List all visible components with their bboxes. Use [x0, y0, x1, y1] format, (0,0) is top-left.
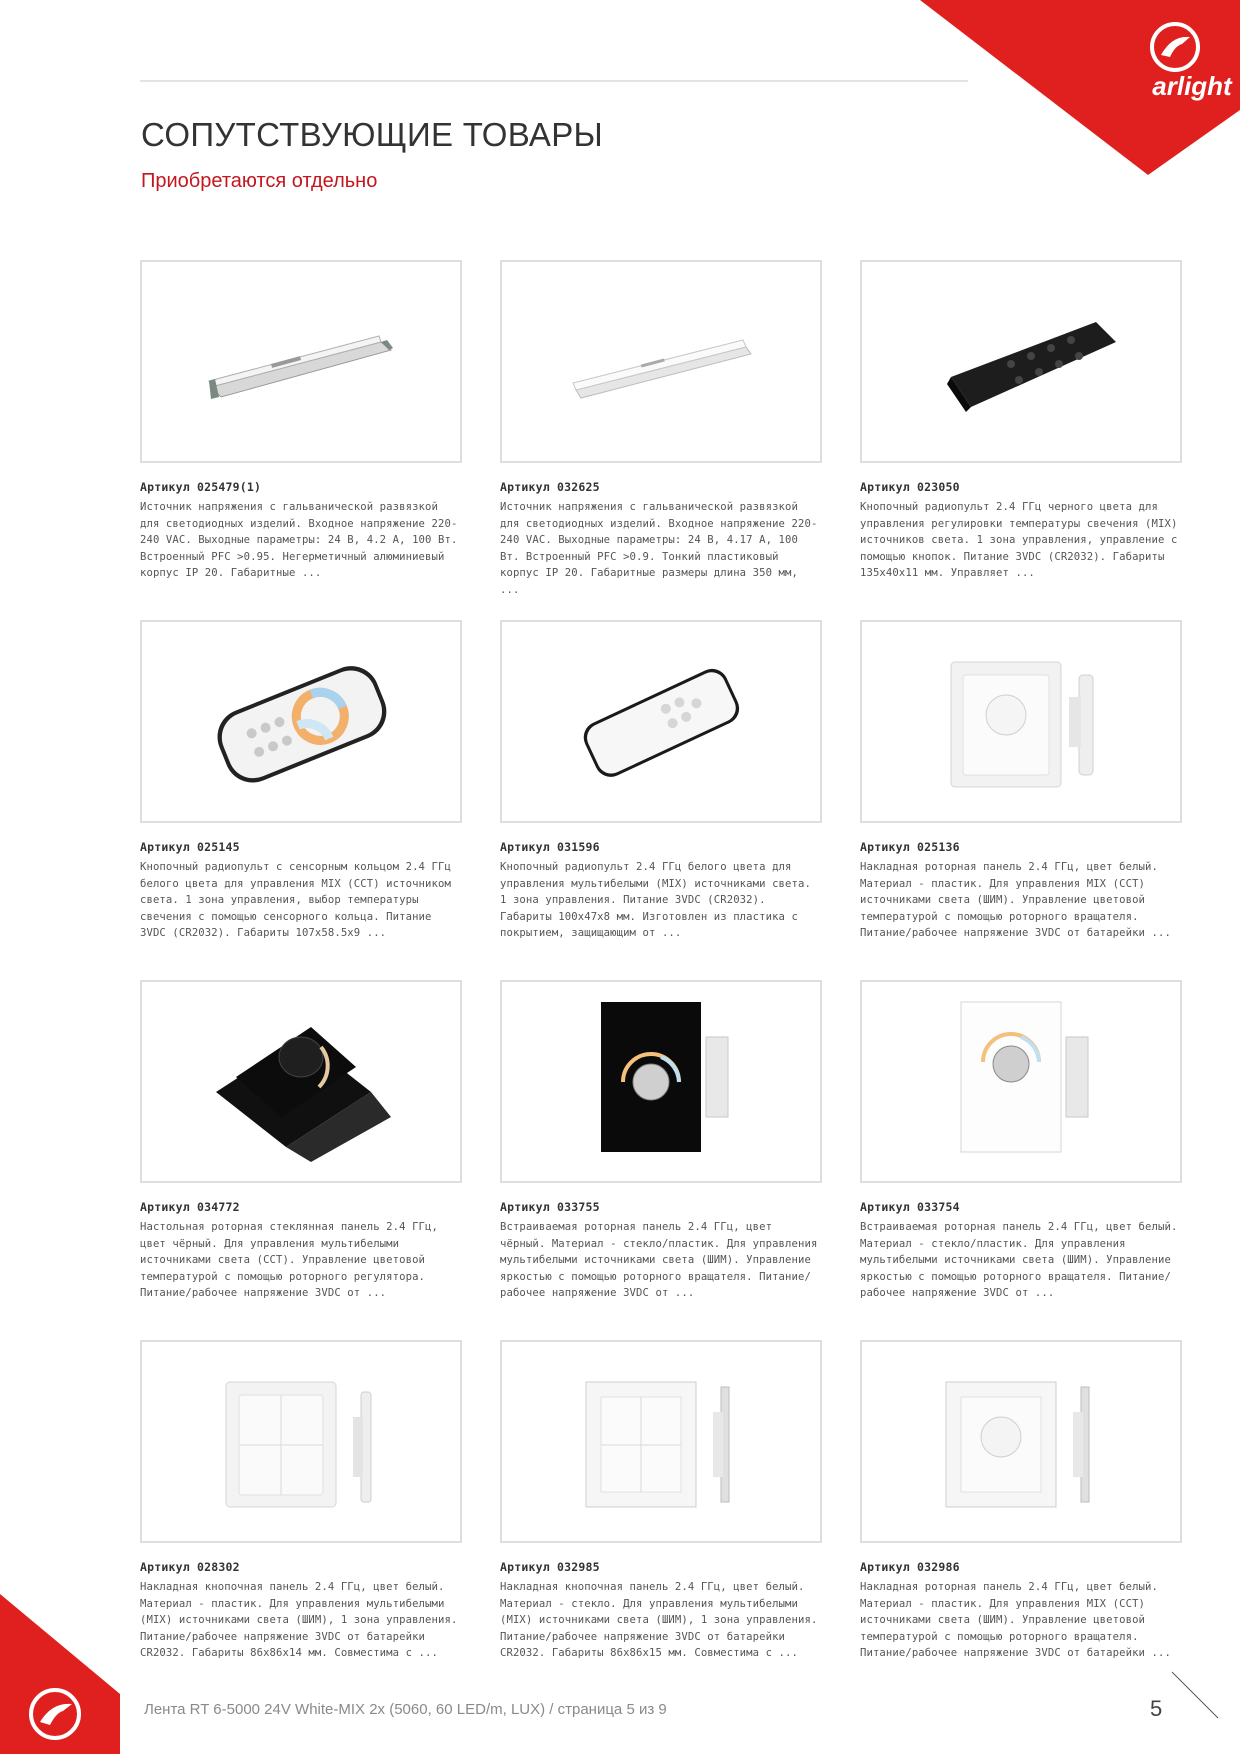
product-description: Кнопочный радиопульт с сенсорным кольцом 2.4 ГГц белого цвета для управления MIX (CCT) источником света. 1 зона управления, выбор температуры свечения с помощью сенсорного кольца. Питание 3VDC (CR2032). Габариты 107x58.5x9 ...	[140, 861, 451, 940]
touch-ring-remote-icon	[201, 652, 401, 792]
product-image[interactable]	[860, 260, 1182, 463]
brand-corner-footer	[0, 1594, 120, 1754]
product-description: Встраиваемая роторная панель 2.4 ГГц, цвет белый. Материал - стекло/пластик. Для управления мультибелыми источниками света (ШИМ). Управление яркостью с помощью роторного вращателя. Питание/рабочее напряжение 3VDC от ...	[860, 1221, 1178, 1300]
button-panel-plastic-icon	[201, 1362, 401, 1522]
white-remote-icon	[561, 652, 761, 792]
product-card[interactable]	[140, 620, 462, 942]
product-sku[interactable]: Артикул 023050	[860, 480, 960, 494]
glass-rotary-black-icon	[561, 992, 761, 1172]
brand-corner-banner	[920, 0, 1240, 175]
product-card[interactable]	[500, 980, 822, 1302]
product-sku[interactable]: Артикул 025479(1)	[140, 480, 262, 494]
page-title: СОПУТСТВУЮЩИЕ ТОВАРЫ	[141, 116, 604, 153]
product-sku[interactable]: Артикул 028302	[140, 1560, 240, 1574]
glass-rotary-white-icon	[921, 992, 1121, 1172]
product-image[interactable]	[140, 620, 462, 823]
power-supply-plastic-icon	[551, 302, 771, 422]
product-sku[interactable]: Артикул 025136	[860, 840, 960, 854]
product-card[interactable]	[140, 260, 462, 582]
product-description: Кнопочный радиопульт 2.4 ГГц черного цвета для управления регулировки температуры свечения (MIX) источников света. 1 зона управления, управление с помощью кнопок. Питание 3VDC (CR2032). Габариты 135x40x11 мм. Управляет ...	[860, 501, 1178, 580]
page-subtitle: Приобретаются отдельно	[141, 170, 378, 192]
product-description: Источник напряжения с гальванической развязкой для светодиодных изделий. Входное напряжение 220-240 VAC. Выходные параметры: 24 В, 4.2 А, 100 Вт. Встроенный PFC >0.95. Негерметичный алюминиевый корпус IP 20. Габаритные ...	[140, 501, 458, 580]
product-card[interactable]	[140, 1340, 462, 1662]
product-description: Источник напряжения с гальванической развязкой для светодиодных изделий. Входное напряжение 220-240 VAC. Выходные параметры: 24 В, 4.17 А, 100 Вт. Встроенный PFC >0.9. Тонкий пластиковый корпус IP 20. Габаритные размеры длина 350 мм, ...	[500, 501, 818, 596]
product-description: Накладная роторная панель 2.4 ГГц, цвет белый. Материал - пластик. Для управления MIX (CCT) источниками света (ШИМ). Управление цветовой температурой с помощью роторного вращателя. Питание/рабочее напряжение 3VDC от батарейки ...	[860, 861, 1171, 940]
product-sku[interactable]: Артикул 025145	[140, 840, 240, 854]
black-remote-icon	[911, 292, 1131, 432]
top-divider	[140, 80, 968, 82]
product-sku[interactable]: Артикул 034772	[140, 1200, 240, 1214]
brand-text: arlight	[1152, 71, 1232, 101]
product-description: Накладная кнопочная панель 2.4 ГГц, цвет белый. Материал - пластик. Для управления мультибелыми (MIX) источниками света (ШИМ), 1 зона управления. Питание/рабочее напряжение 3VDC от батарейки CR2032. Габариты 86x86x14 мм. Совместима с ...	[140, 1581, 458, 1660]
product-sku[interactable]: Артикул 033755	[500, 1200, 600, 1214]
page-corner-slash	[1170, 1670, 1220, 1720]
product-description: Кнопочный радиопульт 2.4 ГГц белого цвета для управления мультибелыми (MIX) источниками света. 1 зона управления. Питание 3VDC (CR2032). Габариты 100x47x8 мм. Изготовлен из пластика с покрытием, защищающим от ...	[500, 861, 811, 940]
button-panel-glass-icon	[561, 1362, 761, 1522]
rotary-panel-glass-icon	[921, 1362, 1121, 1522]
product-sku[interactable]: Артикул 032625	[500, 480, 600, 494]
product-sku[interactable]: Артикул 032985	[500, 1560, 600, 1574]
product-image[interactable]	[500, 980, 822, 1183]
product-image[interactable]	[500, 620, 822, 823]
product-sku[interactable]: Артикул 031596	[500, 840, 600, 854]
product-description: Настольная роторная стеклянная панель 2.4 ГГц, цвет чёрный. Для управления мультибелыми источниками света (CCT). Управление цветовой температурой с помощью роторного регулятора. Питание/рабочее напряжение 3VDC от ...	[140, 1221, 438, 1300]
product-description: Накладная кнопочная панель 2.4 ГГц, цвет белый. Материал - стекло. Для управления мультибелыми (MIX) источниками света (ШИМ), 1 зона управления. Питание/рабочее напряжение 3VDC от батарейки CR2032. Габариты 86x86x15 мм. Совместима с ...	[500, 1581, 818, 1660]
product-sku[interactable]: Артикул 032986	[860, 1560, 960, 1574]
rotary-panel-white-icon	[921, 647, 1121, 797]
product-image[interactable]	[140, 1340, 462, 1543]
product-image[interactable]	[500, 260, 822, 463]
product-image[interactable]	[860, 1340, 1182, 1543]
product-image[interactable]	[500, 1340, 822, 1543]
product-card[interactable]	[140, 980, 462, 1302]
desk-rotary-panel-icon	[191, 997, 411, 1167]
product-card[interactable]	[500, 620, 822, 942]
product-description: Встраиваемая роторная панель 2.4 ГГц, цвет чёрный. Материал - стекло/пластик. Для управления мультибелыми источниками света (ШИМ). Управление яркостью с помощью роторного вращателя. Питание/рабочее напряжение 3VDC от ...	[500, 1221, 818, 1300]
product-image[interactable]	[140, 980, 462, 1183]
product-card[interactable]	[860, 620, 1182, 942]
product-description: Накладная роторная панель 2.4 ГГц, цвет белый. Материал - пластик. Для управления MIX (CCT) источниками света (ШИМ). Управление цветовой температурой с помощью роторного вращателя. Питание/рабочее напряжение 3VDC от батарейки ...	[860, 1581, 1171, 1660]
product-card[interactable]	[860, 1340, 1182, 1662]
product-image[interactable]	[860, 980, 1182, 1183]
product-image[interactable]	[860, 620, 1182, 823]
footer-document-title: Лента RT 6-5000 24V White-MIX 2x (5060, 60 LED/m, LUX) / страница 5 из 9	[144, 1701, 667, 1718]
page-number: 5	[1150, 1696, 1163, 1721]
product-card[interactable]	[500, 260, 822, 599]
product-card[interactable]	[860, 260, 1182, 582]
product-sku[interactable]: Артикул 033754	[860, 1200, 960, 1214]
product-card[interactable]	[860, 980, 1182, 1302]
product-image[interactable]	[140, 260, 462, 463]
product-card[interactable]	[500, 1340, 822, 1662]
power-supply-metal-icon	[191, 302, 411, 422]
